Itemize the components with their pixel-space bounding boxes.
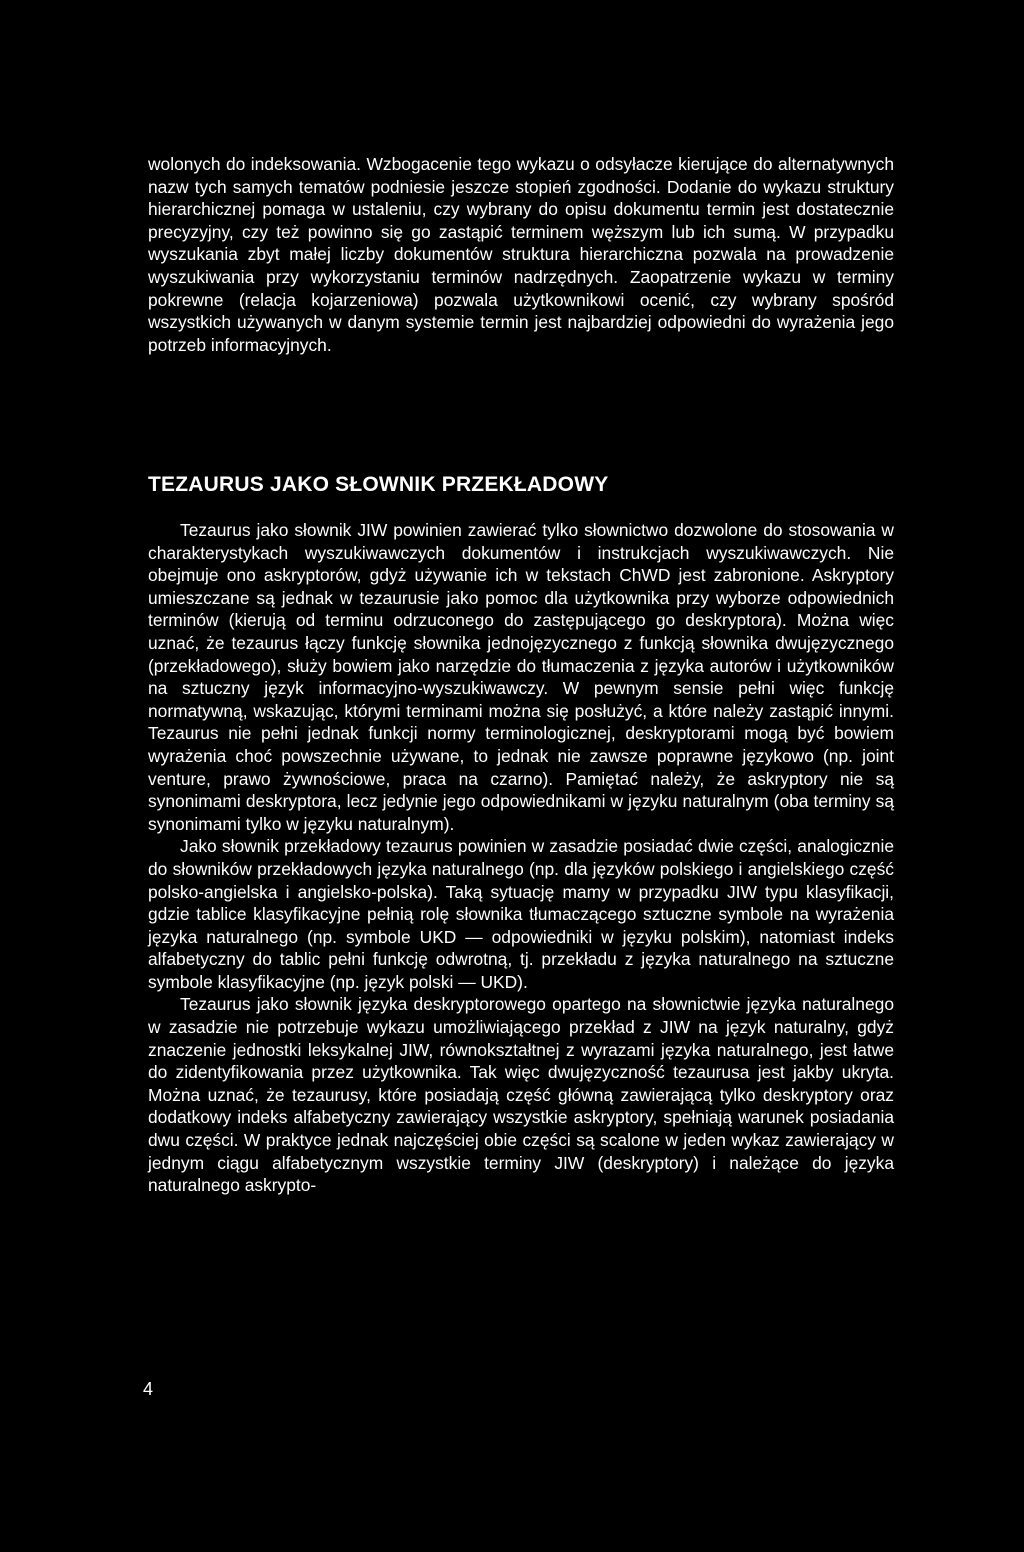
body-paragraph-1: Tezaurus jako słownik JIW powinien zawierać tylko słownictwo dozwolone do stosowania w charakterystykach wyszukiwawczych dokumentów i instrukcjach wyszukiwawczych. Nie obejmuje ono askryptorów, gdyż używanie ich w tekstach ChWD jest zabronione. Askryptory umieszczane są jednak w tezaurusie jako pomoc dla użytkownika przy wyborze odpowiednich terminów (kierują od terminu odrzuconego do zastępującego go deskryptora). Można więc uznać, że tezaurus łączy funkcję słownika jednojęzycznego z funkcją słownika dwujęzycznego (przekładowego), służy bowiem jako narzędzie do tłumaczenia z języka autorów i użytkowników na sztuczny język informacyjno-wyszukiwawczy. W pewnym sensie pełni więc funkcję normatywną, wskazując, którymi terminami można się posłużyć, a które należy zastąpić innymi. Tezaurus nie pełni jednak funkcji normy terminologicznej, deskryptorami mogą być bowiem wyrażenia choć powszechnie używane, to jednak nie zawsze poprawne językowo (np. joint venture, prawo żywnościowe, praca na czarno). Pamiętać należy, że askryptory nie są synonimami deskryptora, lecz jedynie jego odpowiednikami w języku naturalnym (oba terminy są synonimami tylko w języku naturalnym). bbox=[148, 520, 894, 834]
section-heading: TEZAURUS JAKO SŁOWNIK PRZEKŁADOWY bbox=[148, 473, 609, 496]
body-text-block bbox=[148, 519, 894, 1197]
body-paragraph-3: Tezaurus jako słownik języka deskryptorowego opartego na słownictwie języka naturalnego w zasadzie nie potrzebuje wykazu umożliwiającego przekład z JIW na język naturalny, gdyż znaczenie jednostki leksykalnej JIW, równokształtnej z wyrazami języka naturalnego, jest łatwe do zidentyfikowania przez użytkownika. Tak więc dwujęzyczność tezaurusa jest jakby ukryta. Można uznać, że tezaurusy, które posiadają część główną zawierającą tylko deskryptory oraz dodatkowy indeks alfabetyczny zawierający wszystkie askryptory, spełniają warunek posiadania dwu części. W praktyce jednak najczęściej obie części są scalone w jeden wykaz zawierający w jednym ciągu alfabetycznym wszystkie terminy JIW (deskryptory) i należące do języka naturalnego askrypto- bbox=[148, 994, 894, 1196]
page-number: 4 bbox=[143, 1379, 154, 1399]
intro-paragraph-block bbox=[148, 153, 894, 356]
intro-paragraph: wolonych do indeksowania. Wzbogacenie tego wykazu o odsyłacze kierujące do alternatywnych nazw tych samych tematów podniesie jeszcze stopień zgodności. Dodanie do wykazu struktury hierarchicznej pomaga w ustaleniu, czy wybrany do opisu dokumentu termin jest dostatecznie precyzyjny, czy też powinno się go zastąpić terminem węższym lub ich sumą. W przypadku wyszukania zbyt małej liczby dokumentów struktura hierarchiczna pozwala na prowadzenie wyszukiwania przy wykorzystaniu terminów nadrzędnych. Zaopatrzenie wykazu w terminy pokrewne (relacja kojarzeniowa) pozwala użytkownikowi ocenić, czy wybrany spośród wszystkich używanych w danym systemie termin jest najbardziej odpowiedni do wyrażenia jego potrzeb informacyjnych. bbox=[148, 154, 894, 355]
body-paragraph-2: Jako słownik przekładowy tezaurus powinien w zasadzie posiadać dwie części, analogicznie do słowników przekładowych języka naturalnego (np. dla języków polskiego i angielskiego część polsko-angielska i angielsko-polska). Taką sytuację mamy w przypadku JIW typu klasyfikacji, gdzie tablice klasyfikacyjne pełnią rolę słownika tłumaczącego sztuczne symbole na wyrażenia języka naturalnego (np. symbole UKD — odpowiedniki w języku polskim), natomiast indeks alfabetyczny do tablic pełni funkcję odwrotną, tj. przekładu z języka naturalnego na sztuczne symbole klasyfikacyjne (np. język polski — UKD). bbox=[148, 836, 894, 992]
